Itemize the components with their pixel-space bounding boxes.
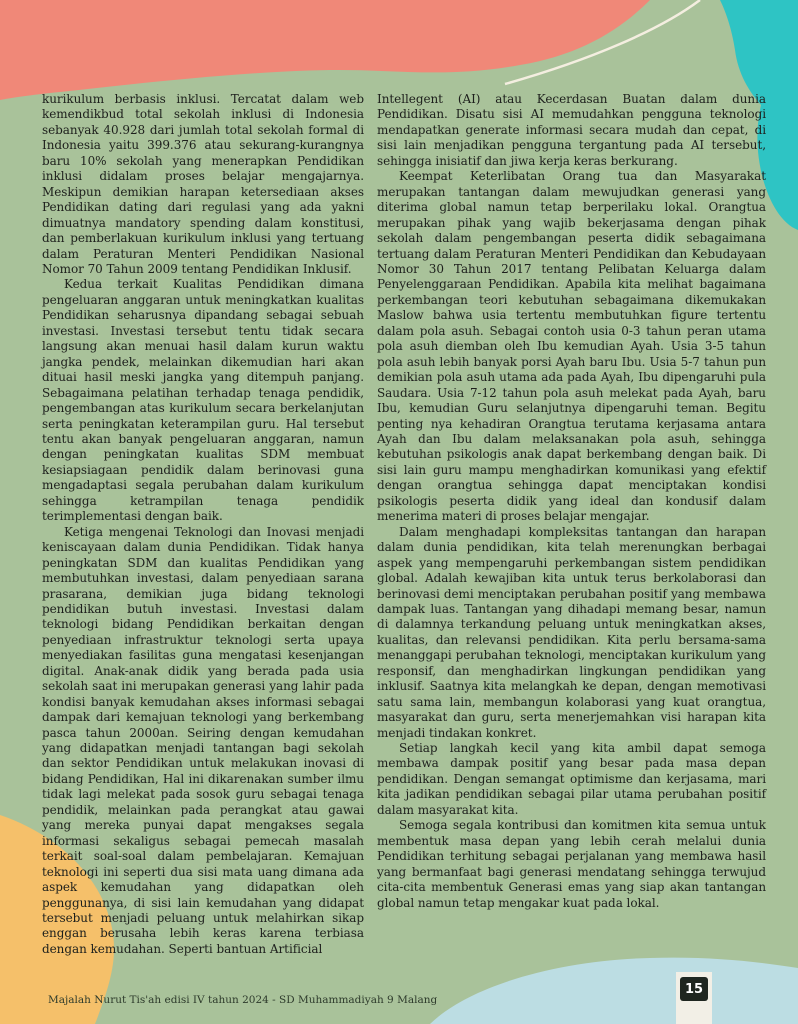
paragraph: Dalam menghadapi kompleksitas tantangan dan harapan dalam dunia pendidikan, kita telah merenungkan berbagai aspek yang mempengaruhi perkembangan sistem pendidikan global. Adalah kewajiban kita untuk terus berkolaborasi dan berinovasi demi menciptakan perubahan positif yang membawa dampak luas. Tantangan yang dihadapi memang besar, namun di dalamnya terkandung peluang untuk meningkatkan akses, kualitas, dan relevansi pendidikan. Kita perlu bersama-sama menanggapi perubahan teknologi, menciptakan kurikulum yang responsif, dan menghadirkan lingkungan pendidikan yang inklusif. Saatnya kita melangkah ke depan, dengan memotivasi satu sama lain, membangun kolaborasi yang kuat orangtua, masyarakat dan guru, serta menerjemahkan visi harapan kita menjadi tindakan konkret. xyxy=(377,524,766,740)
paragraph: Kedua terkait Kualitas Pendidikan dimana pengeluaran anggaran untuk meningkatkan kualitas Pendidikan seharusnya dipandang sebagai sebuah investasi. Investasi tersebut tentu tidak secara langsung akan menuai hasil dalam kurun waktu jangka pendek, melainkan dikemudian hari akan dituai hasil meski jangka yang ditempuh panjang. Sebagaimana pelatihan terhadap tenaga pendidik, pengembangan atas kurikulum secara berkelanjutan serta peningkatan keterampilan guru. Hal tersebut tentu akan banyak pengeluaran anggaran, namun dengan peningkatan kualitas SDM membuat kesiapsiagaan pendidik dalam berinovasi guna mengadaptasi segala perubahan dalam kurikulum sehingga ketrampilan tenaga pendidik terimplementasi dengan baik. xyxy=(42,277,364,524)
left-text-column xyxy=(42,92,364,957)
footer-magazine-info: Majalah Nurut Tis'ah edisi IV tahun 2024 - SD Muhammadiyah 9 Malang xyxy=(48,994,438,1006)
paragraph: Keempat Keterlibatan Orang tua dan Masyarakat merupakan tantangan dalam mewujudkan generasi yang diterima global namun tetap berperilaku lokal. Orangtua merupakan pihak yang wajib bekerjasama dengan pihak sekolah dalam pengembangan peserta didik sebagaimana tertuang dalam Peraturan Menteri Pendidikan dan Kebudayaan Nomor 30 Tahun 2017 tentang Pelibatan Keluarga dalam Penyelenggaraan Pendidikan. Apabila kita melihat bagaimana perkembangan teori kebutuhan sebagaimana dikemukakan Maslow bahwa usia tertentu membutuhkan figure tertentu dalam pola asuh. Sebagai contoh usia 0-3 tahun peran utama pola asuh diemban oleh Ibu kemudian Ayah. Usia 3-5 tahun pola asuh lebih banyak porsi Ayah baru Ibu. Usia 5-7 tahun pun demikian pola asuh utama ada pada Ayah, Ibu dipengaruhi pula Saudara. Usia 7-12 tahun pola asuh melekat pada Ayah, baru Ibu, kemudian Guru selanjutnya dipengaruhi teman. Begitu penting nya kehadiran Orangtua terutama kerjasama antara Ayah dan Ibu dalam melaksanakan pola asuh, sehingga kebutuhan psikologis anak dapat berkembang dengan baik. Di sisi lain guru mampu menghadirkan komunikasi yang efektif dengan orangtua sehingga dapat menciptakan kondisi psikologis peserta didik yang ideal dan kondusif dalam menerima materi di proses belajar mengajar. xyxy=(377,169,766,524)
paragraph: Ketiga mengenai Teknologi dan Inovasi menjadi keniscayaan dalam dunia Pendidikan. Tidak hanya peningkatan SDM dan kualitas Pendidikan yang membutuhkan investasi, dalam penyediaan sarana prasarana, demikian juga bidang teknologi pendidikan butuh investasi. Investasi dalam teknologi bidang Pendidikan berkaitan dengan penyediaan infrastruktur teknologi serta upaya menyediakan fasilitas guna mengatasi kesenjangan digital. Anak-anak didik yang berada pada usia sekolah saat ini merupakan generasi yang lahir pada kondisi banyak kemudahan akses informasi sebagai dampak dari kemajuan teknologi yang berkembang pasca tahun 2000an. Seiring dengan kemudahan yang didapatkan menjadi tantangan bagi sekolah dan sektor Pendidikan untuk melakukan inovasi di bidang Pendidikan, Hal ini dikarenakan sumber ilmu tidak lagi melekat pada sosok guru sebagai tenaga pendidik, melainkan pada perangkat atau gawai yang mereka punyai dapat mengakses segala informasi sekaligus sebagai pemecah masalah terkait soal-soal dalam pembelajaran. Kemajuan teknologi ini seperti dua sisi mata uang dimana ada aspek kemudahan yang didapatkan oleh penggunanya, di sisi lain kemudahan yang didapat tersebut menjadi peluang untuk melahirkan sikap enggan berusaha lebih keras karena terbiasa dengan kemudahan. Seperti bantuan Artificial xyxy=(42,524,364,956)
paragraph: kurikulum berbasis inklusi. Tercatat dalam web kemendikbud total sekolah inklusi di Indonesia sebanyak 40.928 dari jumlah total sekolah formal di Indonesia yaitu 399.376 atau sekurang-kurangnya baru 10% sekolah yang menerapkan Pendidikan inklusi didalam proses belajar mengajarnya. Meskipun demikian harapan ketersediaan akses Pendidikan dating dari regulasi yang ada yakni dimuatnya mandatory spending dalam konstitusi, dan pemberlakuan kurikulum inklusi yang tertuang dalam Peraturan Menteri Pendidikan Nasional Nomor 70 Tahun 2009 tentang Pendidikan Inklusif. xyxy=(42,92,364,276)
paragraph: Intellegent (AI) atau Kecerdasan Buatan dalam dunia Pendidikan. Disatu sisi AI memudahkan pengguna teknologi mendapatkan generate informasi secara mudah dan cepat, di sisi lain menjadikan pengguna tergantung pada AI tersebut, sehingga inisiatif dan jiwa kerja keras berkurang. xyxy=(377,92,766,168)
right-text-column xyxy=(377,92,766,911)
paragraph: Setiap langkah kecil yang kita ambil dapat semoga membawa dampak positif yang besar pada masa depan pendidikan. Dengan semangat optimisme dan kerjasama, mari kita jadikan pendidikan sebagai pilar utama perubahan positif dalam masyarakat kita. xyxy=(377,741,766,817)
page-number: 15 xyxy=(680,977,708,1001)
paragraph: Semoga segala kontribusi dan komitmen kita semua untuk membentuk masa depan yang lebih cerah melalui dunia Pendidikan terhitung sebagai perjalanan yang membawa hasil yang bermanfaat bagi generasi mendatang sehingga terwujud cita-cita membentuk Generasi emas yang siap akan tantangan global namun tetap mengakar kuat pada lokal. xyxy=(377,818,766,910)
